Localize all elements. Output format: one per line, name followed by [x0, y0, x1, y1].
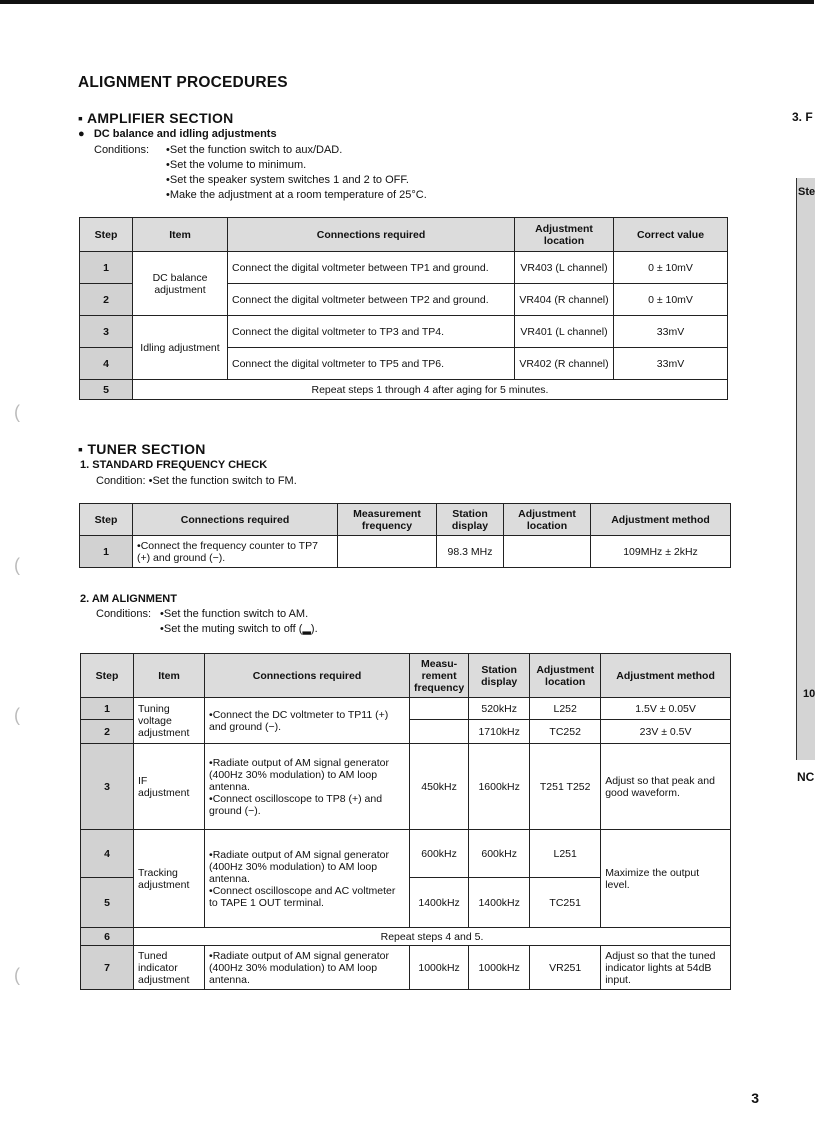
binder-hole-icon: (	[14, 555, 20, 575]
th-location: Adjustment location	[530, 654, 601, 698]
repeat-cell: Repeat steps 4 and 5.	[134, 928, 731, 946]
location-cell	[504, 536, 591, 568]
right-edge-row-label: 10	[803, 688, 815, 700]
amplifier-subheading-text: DC balance and idling adjustments	[93, 128, 277, 140]
step-cell: 2	[81, 720, 134, 744]
station-cell: 1710kHz	[469, 720, 530, 744]
binder-hole-icon: (	[14, 965, 20, 985]
table-row	[80, 380, 728, 400]
table-row	[81, 946, 731, 990]
method-cell: Adjust so that peak and good waveform.	[601, 744, 731, 830]
station-cell: 98.3 MHz	[437, 536, 504, 568]
step-cell: 4	[80, 348, 133, 380]
measurement-cell: 600kHz	[410, 830, 469, 878]
am-conditions-label: Conditions:	[96, 608, 152, 620]
item-cell: DC balance adjustment	[133, 252, 228, 316]
item-cell: Tracking adjustment	[134, 830, 205, 928]
method-cell: 109MHz ± 2kHz	[591, 536, 731, 568]
step-cell: 3	[80, 316, 133, 348]
table-row	[80, 316, 728, 348]
station-cell: 1600kHz	[469, 744, 530, 830]
connection-line: • Radiate output of AM signal generator (400Hz 30% modulation) to AM loop antenna.	[209, 849, 405, 885]
connection-line: • Connect oscilloscope to TP8 (+) and ground (−).	[209, 793, 405, 817]
amplifier-table	[79, 217, 728, 400]
location-cell: L251	[530, 830, 601, 878]
am-heading: 2. AM ALIGNMENT	[80, 593, 177, 605]
measurement-cell	[410, 698, 469, 720]
step-cell: 2	[80, 284, 133, 316]
step-cell: 4	[81, 830, 134, 878]
location-cell: TC252	[530, 720, 601, 744]
am-condition: • Set the muting switch to off (▂).	[160, 622, 318, 637]
location-cell: VR402 (R channel)	[515, 348, 614, 380]
location-cell: TC251	[530, 878, 601, 928]
value-cell: 0 ± 10mV	[614, 252, 728, 284]
method-cell: Maximize the output level.	[601, 830, 731, 928]
step-cell: 6	[81, 928, 134, 946]
page-number: 3	[751, 1090, 759, 1106]
location-cell: VR403 (L channel)	[515, 252, 614, 284]
connections-cell	[205, 744, 410, 830]
station-cell: 1000kHz	[469, 946, 530, 990]
am-table	[80, 653, 731, 990]
table-row	[81, 928, 731, 946]
connections-cell: • Connect the DC voltmeter to TP11 (+) and ground (−).	[205, 698, 410, 744]
am-condition: • Set the function switch to AM.	[160, 607, 318, 622]
connection-line: • Connect oscilloscope and AC voltmeter to TAPE 1 OUT terminal.	[209, 885, 405, 909]
th-connections: Connections required	[133, 504, 338, 536]
right-edge-step-label: Ste	[798, 186, 815, 198]
item-cell: Tuning voltage adjustment	[134, 698, 205, 744]
station-cell: 520kHz	[469, 698, 530, 720]
item-cell: IF adjustment	[134, 744, 205, 830]
th-method: Adjustment method	[591, 504, 731, 536]
amplifier-conditions	[166, 143, 427, 203]
right-edge-note: NC	[797, 770, 815, 784]
th-step: Step	[80, 218, 133, 252]
connections-cell	[205, 830, 410, 928]
connections-cell: • Radiate output of AM signal generator (400Hz 30% modulation) to AM loop antenna.	[205, 946, 410, 990]
item-cell: Tuned indicator adjustment	[134, 946, 205, 990]
repeat-cell: Repeat steps 1 through 4 after aging for 5 minutes.	[133, 380, 728, 400]
sfc-condition-text: • Set the function switch to FM.	[149, 475, 297, 487]
station-cell: 600kHz	[469, 830, 530, 878]
amplifier-subheading: ● DC balance and idling adjustments	[78, 128, 277, 140]
binder-hole-icon: (	[14, 402, 20, 422]
station-cell: 1400kHz	[469, 878, 530, 928]
connections-cell: Connect the digital voltmeter to TP3 and TP4.	[228, 316, 515, 348]
method-cell: 23V ± 0.5V	[601, 720, 731, 744]
step-cell: 5	[80, 380, 133, 400]
am-conditions	[160, 607, 318, 637]
measurement-cell: 1000kHz	[410, 946, 469, 990]
th-location: Adjustment location	[504, 504, 591, 536]
value-cell: 33mV	[614, 316, 728, 348]
sfc-heading: 1. STANDARD FREQUENCY CHECK	[80, 459, 268, 471]
binder-hole-icon: (	[14, 705, 20, 725]
step-cell: 1	[80, 536, 133, 568]
th-measurement: Measurement frequency	[338, 504, 437, 536]
step-cell: 1	[80, 252, 133, 284]
th-item: Item	[133, 218, 228, 252]
th-step: Step	[80, 504, 133, 536]
th-method: Adjustment method	[601, 654, 731, 698]
th-item: Item	[134, 654, 205, 698]
right-edge-table	[796, 178, 815, 760]
amp-condition: • Make the adjustment at a room temperature of 25°C.	[166, 188, 427, 203]
connections-cell: • Connect the frequency counter to TP7 (+) and ground (−).	[133, 536, 338, 568]
tuner-heading: ▪ TUNER SECTION	[78, 441, 206, 457]
amplifier-conditions-label: Conditions:	[94, 144, 150, 156]
item-cell: Idling adjustment	[133, 316, 228, 380]
measurement-cell: 450kHz	[410, 744, 469, 830]
connections-cell: Connect the digital voltmeter between TP2 and ground.	[228, 284, 515, 316]
location-cell: VR404 (R channel)	[515, 284, 614, 316]
sfc-condition	[96, 474, 297, 489]
right-edge-section: 3. F	[792, 110, 813, 124]
location-cell: VR401 (L channel)	[515, 316, 614, 348]
th-measurement: Measu-rement frequency	[410, 654, 469, 698]
sfc-table	[79, 503, 731, 568]
top-border	[0, 0, 814, 4]
step-cell: 3	[81, 744, 134, 830]
location-cell: L252	[530, 698, 601, 720]
step-cell: 7	[81, 946, 134, 990]
value-cell: 33mV	[614, 348, 728, 380]
location-cell: T251 T252	[530, 744, 601, 830]
table-row	[81, 744, 731, 830]
measurement-cell: 1400kHz	[410, 878, 469, 928]
measurement-cell	[410, 720, 469, 744]
amplifier-heading: ▪ AMPLIFIER SECTION	[78, 110, 234, 126]
amp-condition: • Set the volume to minimum.	[166, 158, 427, 173]
measurement-cell	[338, 536, 437, 568]
location-cell: VR251	[530, 946, 601, 990]
connections-cell: Connect the digital voltmeter between TP1 and ground.	[228, 252, 515, 284]
page-title: ALIGNMENT PROCEDURES	[78, 74, 288, 91]
table-row	[80, 252, 728, 284]
sfc-condition-label: Condition:	[96, 475, 146, 487]
th-location: Adjustment location	[515, 218, 614, 252]
table-row	[80, 536, 731, 568]
th-value: Correct value	[614, 218, 728, 252]
step-cell: 1	[81, 698, 134, 720]
connections-cell: Connect the digital voltmeter to TP5 and TP6.	[228, 348, 515, 380]
th-connections: Connections required	[205, 654, 410, 698]
table-row	[81, 830, 731, 878]
method-cell: Adjust so that the tuned indicator lights at 54dB input.	[601, 946, 731, 990]
connection-line: • Radiate output of AM signal generator (400Hz 30% modulation) to AM loop antenna.	[209, 757, 405, 793]
th-station: Station display	[469, 654, 530, 698]
value-cell: 0 ± 10mV	[614, 284, 728, 316]
th-connections: Connections required	[228, 218, 515, 252]
th-station: Station display	[437, 504, 504, 536]
table-row	[81, 698, 731, 720]
amp-condition: • Set the function switch to aux/DAD.	[166, 143, 427, 158]
amplifier-heading-text: AMPLIFIER SECTION	[86, 110, 234, 126]
amp-condition: • Set the speaker system switches 1 and 2 to OFF.	[166, 173, 427, 188]
th-step: Step	[81, 654, 134, 698]
tuner-heading-text: TUNER SECTION	[87, 441, 206, 457]
step-cell: 5	[81, 878, 134, 928]
method-cell: 1.5V ± 0.05V	[601, 698, 731, 720]
